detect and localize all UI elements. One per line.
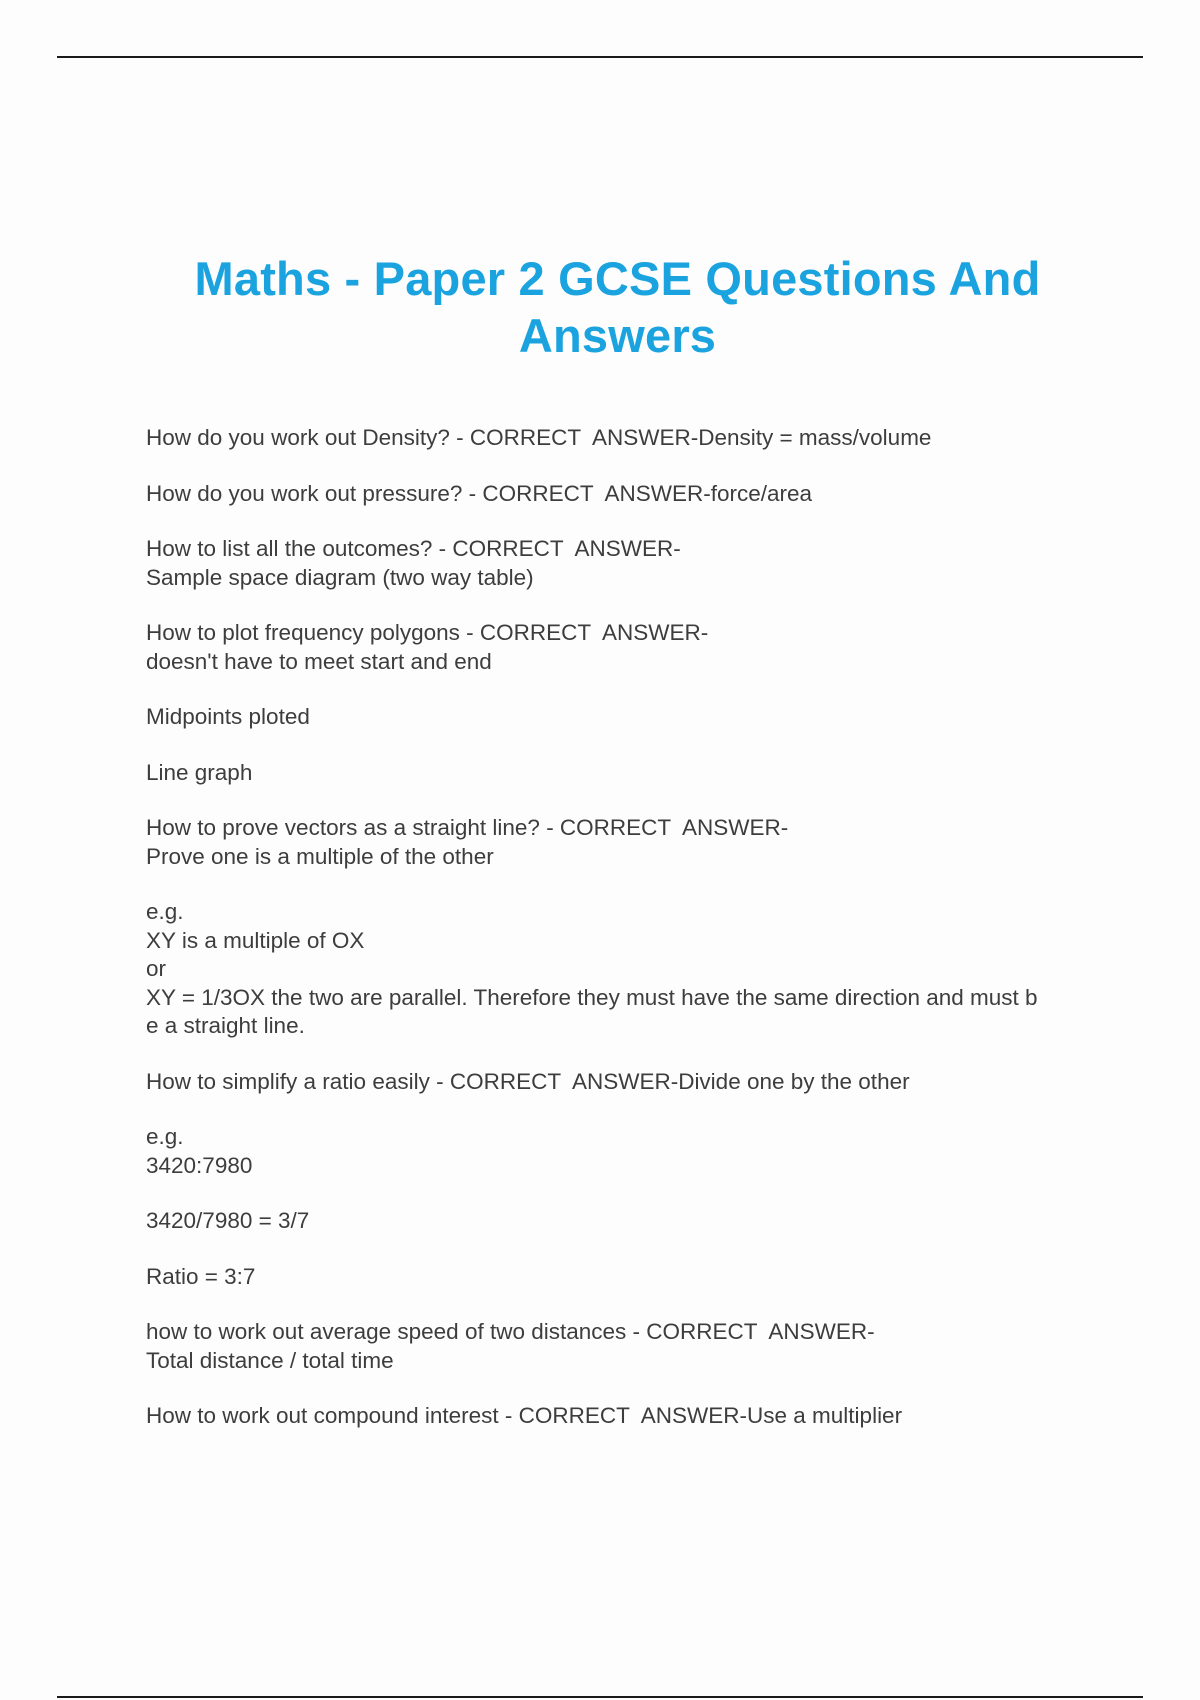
qa-block [146, 898, 1106, 1041]
text-line: Ratio = 3:7 [146, 1263, 256, 1289]
text-line: e a straight line. [146, 1013, 305, 1038]
qa-block [146, 814, 1106, 871]
text-line: How to work out compound interest - CORRECT ANSWER-Use a multiplier [146, 1403, 903, 1428]
qa-block [146, 703, 1106, 732]
text-line: e.g. [146, 1124, 184, 1149]
qa-block [146, 1123, 1106, 1180]
qa-block [146, 759, 1106, 788]
text-line: How to list all the outcomes? - CORRECT ANSWER- [146, 536, 681, 561]
text-line: How do you work out Density? - CORRECT ANSWER-Density = mass/volume [146, 425, 932, 450]
text-line: How do you work out pressure? - CORRECT ANSWER-force/area [146, 480, 813, 506]
text-line: doesn't have to meet start and end [146, 648, 492, 674]
header-rule [57, 56, 1143, 58]
text-line: Prove one is a multiple of the other [146, 843, 494, 869]
qa-block [146, 424, 1106, 453]
text-line: how to work out average speed of two distances - CORRECT ANSWER- [146, 1319, 875, 1344]
text-line: 3420:7980 [146, 1152, 253, 1178]
qa-block [146, 1402, 1106, 1431]
text-line: 3420/7980 = 3/7 [146, 1208, 310, 1233]
text-line: e.g. [146, 899, 184, 924]
text-line: XY = 1/3OX the two are parallel. Therefore they must have the same direction and must b [146, 984, 1038, 1010]
text-line: Midpoints ploted [146, 704, 310, 729]
text-line: How to plot frequency polygons - CORRECT ANSWER- [146, 620, 709, 645]
document-body [146, 424, 1106, 1458]
text-line: XY is a multiple of OX [146, 927, 365, 953]
text-line: Total distance / total time [146, 1347, 394, 1373]
footer-rule [57, 1696, 1143, 1698]
text-line: or [146, 956, 167, 981]
qa-block [146, 619, 1106, 676]
text-line: How to prove vectors as a straight line? - CORRECT ANSWER- [146, 815, 789, 840]
document-title: Maths - Paper 2 GCSE Questions And Answers [194, 252, 1041, 362]
text-line: Sample space diagram (two way table) [146, 564, 534, 590]
qa-block [146, 480, 1106, 509]
qa-block [146, 535, 1106, 592]
qa-block [146, 1263, 1106, 1292]
text-line: How to simplify a ratio easily - CORRECT ANSWER-Divide one by the other [146, 1068, 910, 1094]
text-line: Line graph [146, 759, 253, 785]
qa-block [146, 1068, 1106, 1097]
qa-block [146, 1318, 1106, 1375]
qa-block [146, 1207, 1106, 1236]
